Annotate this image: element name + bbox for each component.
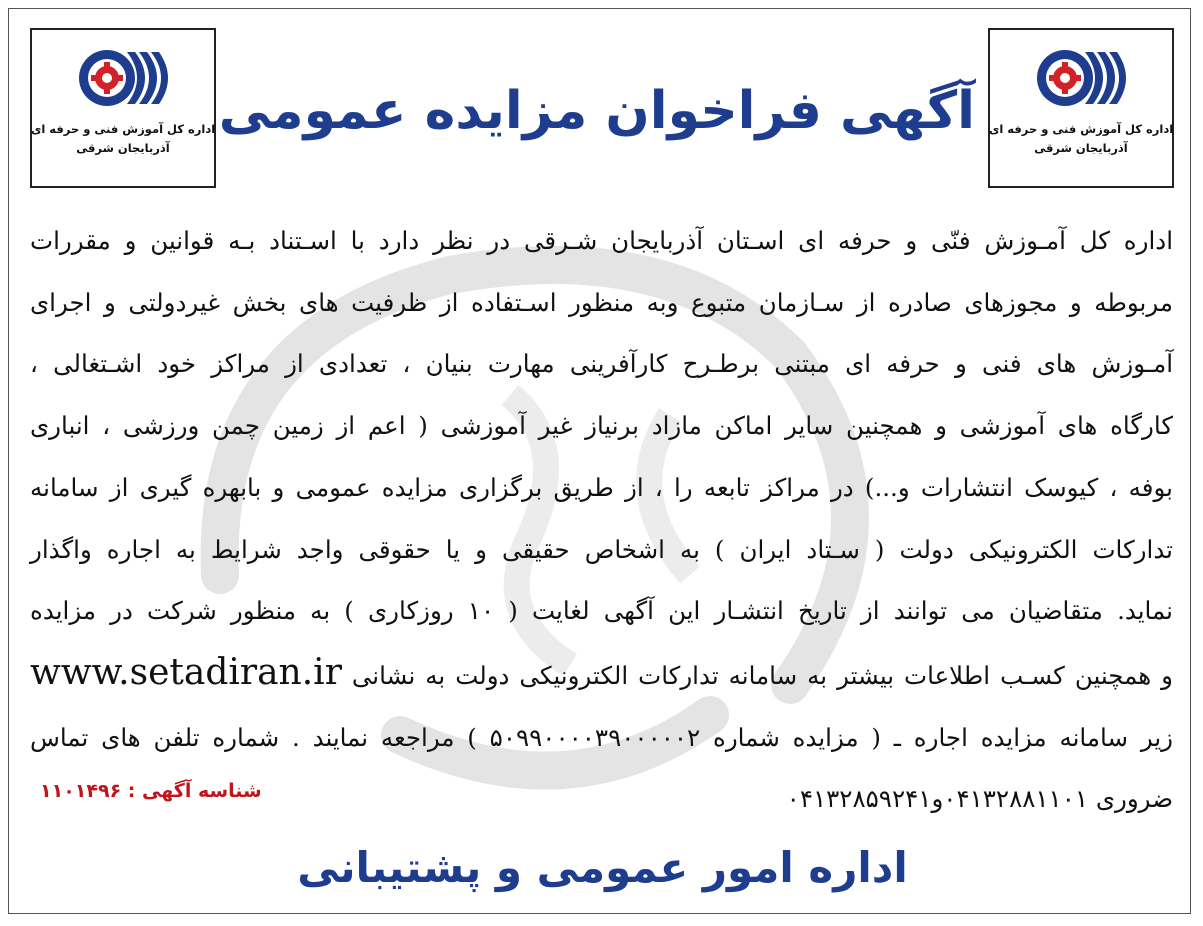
- logo-caption-line2: آذربایجان شرقی: [76, 141, 170, 155]
- organization-gear-logo-icon: [1031, 42, 1131, 114]
- footer-department: اداره امور عمومی و پشتیبانی: [297, 843, 908, 892]
- body-line: آمـوزش های فنی و حرفه ای مبتنی برطـرح کارآفرینی مهارت بنیان ، تعدادی از مراکز خود اشـتغالی ،: [30, 349, 1173, 379]
- website-link[interactable]: www.setadiran.ir: [30, 651, 342, 693]
- logo-caption-line1: اداره کل آموزش فنی و حرفه ای: [30, 122, 216, 136]
- organization-gear-logo-icon: [73, 42, 173, 114]
- body-line: اداره کل آمـوزش فنّی و حرفه ای اسـتان آذربایجان شـرقی در نظر دارد با اسـتناد بـه قوانین و مقررات: [30, 226, 1173, 255]
- body-line: نماید. متقاضیان می توانند از تاریخ انتشـار این آگهی لغایت ( ۱۰ روزکاری ) به منظور شرکت در مزایده: [30, 596, 1173, 626]
- logo-caption-line1: اداره کل آموزش فنی و حرفه ای: [988, 122, 1174, 136]
- body-line-with-website: [30, 642, 1173, 707]
- body-line-phones: ضروری ۰۴۱۳۲۸۸۱۱۰۱و۰۴۱۳۲۸۵۹۲۴۱: [786, 784, 1173, 814]
- notice-body: [30, 210, 1173, 830]
- body-line: کارگاه های آموزشی و همچنین سایر اماکن مازاد برنیاز غیر آموزشی ( اعم از زمین چمن ورزشی ، انباری: [30, 411, 1173, 441]
- logo-box-right: [988, 28, 1174, 188]
- body-line: زیر سامانه مزایده اجاره ـ ( مزایده شماره ۵۰۹۹۰۰۰۰۳۹۰۰۰۰۰۲ ) مراجعه نمایند . شماره تلفن های تماس: [30, 722, 1173, 752]
- notice-title: آگهی فراخوان مزایده عمومی: [218, 81, 975, 141]
- body-line: تدارکات الکترونیکی دولت ( سـتاد ایران ) به اشخاص حقیقی و یا حقوقی واجد شرایط به اجاره واگذار: [30, 534, 1173, 564]
- body-line: بوفه ، کیوسک انتشارات و...) در مراکز تابعه را ، از طریق برگزاری مزایده عمومی و بابهره گیری از سامانه: [30, 472, 1173, 502]
- logo-box-left: [30, 28, 216, 188]
- body-line: مربوطه و مجوزهای صادره از سـازمان متبوع وبه منظور اسـتفاده از ظرفیت های بخش غیردولتی و اجرای: [30, 287, 1173, 317]
- body-line: و همچنین کسـب اطلاعات بیشتر به سامانه تدارکات الکترونیکی دولت به نشانی: [351, 660, 1173, 690]
- ad-id-label: شناسه آگهی : ۱۱۰۱۴۹۶: [40, 780, 262, 802]
- logo-caption-line2: آذربایجان شرقی: [1034, 141, 1128, 155]
